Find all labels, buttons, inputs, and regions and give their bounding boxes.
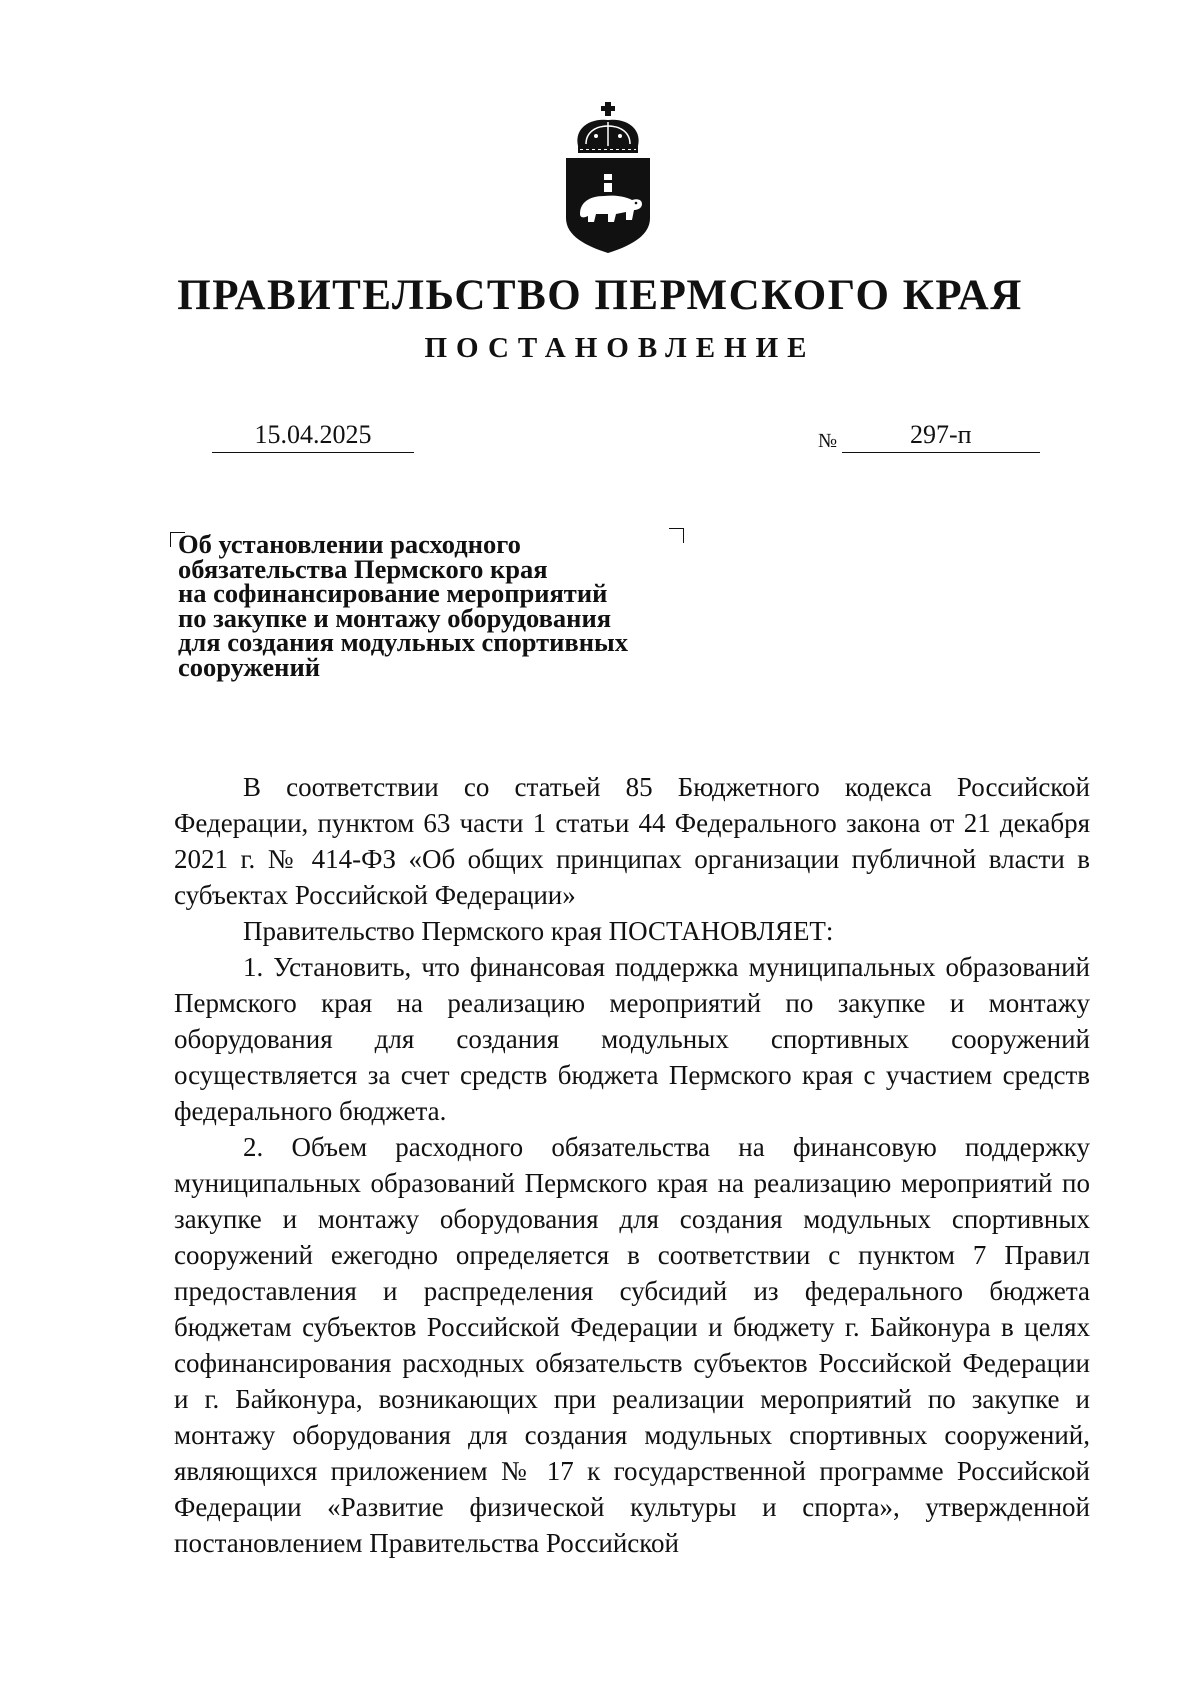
subject-line: сооружений: [178, 651, 320, 682]
subject-line: по закупке и монтажу оборудования: [178, 602, 612, 633]
document-subject: [178, 529, 698, 682]
clause-2-paragraph: 2. Объем расходного обязательства на финансовую поддержку муниципальных образований Пермского края на реализацию мероприятий по закупке и монтажу оборудования для создания модульных спортивных сооружений ежегодно определяется в соответствии с пунктом 7 Правил предоставления и распределения субсидий из федерального бюджета бюджетам субъектов Российской Федерации и бюджету г. Байконура в целях софинансирования расходных обязательств субъектов Российской Федерации и г. Байконура, возникающих при реализации мероприятий по закупке и монтажу оборудования для создания модульных спортивных сооружений, являющихся приложением № 17 к государственной программе Российской Федерации «Развитие физической культуры и спорта», утвержденной постановлением Правительства Российской: [174, 1132, 1090, 1558]
document-type: ПОСТАНОВЛЕНИЕ: [424, 332, 816, 364]
number-sign: №: [818, 430, 838, 452]
resolution-statement: Правительство Пермского края ПОСТАНОВЛЯЕТ:: [243, 916, 834, 946]
perm-krai-coat-of-arms-icon: [560, 100, 656, 255]
document-number: 297-п: [910, 420, 972, 449]
document-date: 15.04.2025: [212, 418, 414, 453]
government-title: ПРАВИТЕЛЬСТВО ПЕРМСКОГО КРАЯ: [177, 272, 1023, 319]
subject-line: Об установлении расходного: [178, 529, 521, 559]
preamble-paragraph: В соответствии со статьей 85 Бюджетного кодекса Российской Федерации, пунктом 63 части 1 статьи 44 Федерального закона от 21 декабря 2021 г. № 414-ФЗ «Об общих принципах организации публичной власти в субъектах Российской Федерации»: [174, 772, 1090, 910]
subject-line: обязательства Пермского края: [178, 553, 548, 584]
document-number-field: [842, 418, 1040, 453]
subject-line: для создания модульных спортивных: [178, 627, 628, 657]
document-body: [174, 769, 1090, 1561]
subject-line: на софинансирование мероприятий: [178, 578, 608, 608]
clause-1-paragraph: 1. Установить, что финансовая поддержка муниципальных образований Пермского края на реализацию мероприятий по закупке и монтажу оборудования для создания модульных спортивных сооружений осуществляется за счет средств бюджета Пермского края с участием средств федерального бюджета.: [174, 952, 1090, 1126]
